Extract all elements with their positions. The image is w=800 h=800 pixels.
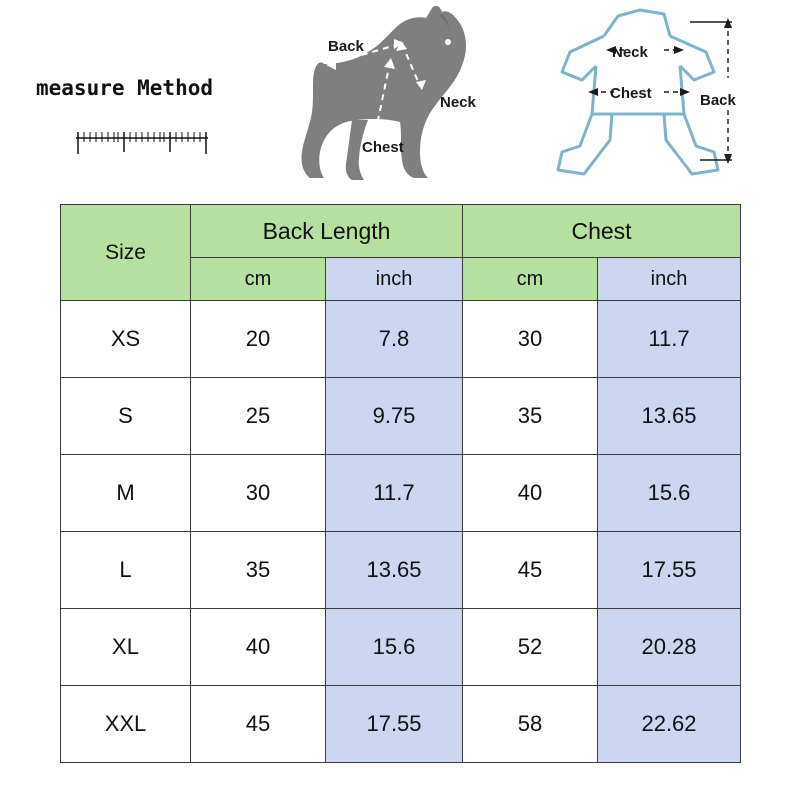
cell-chest-inch: 20.28 <box>598 609 741 686</box>
dog-label-chest: Chest <box>362 139 404 156</box>
cell-back-inch: 13.65 <box>326 532 463 609</box>
cell-chest-inch: 15.6 <box>598 455 741 532</box>
cell-size: XL <box>61 609 191 686</box>
cell-back-inch: 17.55 <box>326 686 463 763</box>
header-back-length: Back Length <box>191 205 463 258</box>
table-row <box>61 378 741 455</box>
garment-label-back: Back <box>700 92 736 109</box>
cell-back-inch: 9.75 <box>326 378 463 455</box>
garment-label-chest: Chest <box>610 85 652 102</box>
cell-back-cm: 35 <box>191 532 326 609</box>
cell-chest-cm: 40 <box>463 455 598 532</box>
cell-back-cm: 25 <box>191 378 326 455</box>
ruler-icon <box>74 128 210 158</box>
cell-back-inch: 7.8 <box>326 301 463 378</box>
cell-chest-cm: 58 <box>463 686 598 763</box>
cell-back-inch: 15.6 <box>326 609 463 686</box>
dog-label-neck: Neck <box>440 94 476 111</box>
cell-size: S <box>61 378 191 455</box>
header-back-length-cm: cm <box>191 258 326 301</box>
cell-chest-cm: 30 <box>463 301 598 378</box>
cell-back-inch: 11.7 <box>326 455 463 532</box>
garment-label-neck: Neck <box>612 44 648 61</box>
table-row <box>61 609 741 686</box>
cell-back-cm: 20 <box>191 301 326 378</box>
cell-size: M <box>61 455 191 532</box>
dog-label-back: Back <box>328 38 364 55</box>
cell-back-cm: 40 <box>191 609 326 686</box>
page-title: measure Method <box>36 76 214 100</box>
header-chest-inch: inch <box>598 258 741 301</box>
table-row <box>61 532 741 609</box>
cell-size: XXL <box>61 686 191 763</box>
dog-silhouette <box>290 2 500 194</box>
cell-back-cm: 30 <box>191 455 326 532</box>
header-back-length-inch: inch <box>326 258 463 301</box>
illustration-area <box>0 0 800 200</box>
dog-clothes-outline <box>540 2 770 192</box>
cell-chest-cm: 45 <box>463 532 598 609</box>
table-row <box>61 455 741 532</box>
table-header-row-primary <box>61 205 741 258</box>
cell-chest-inch: 13.65 <box>598 378 741 455</box>
cell-chest-cm: 52 <box>463 609 598 686</box>
size-chart-table <box>60 204 741 763</box>
cell-chest-cm: 35 <box>463 378 598 455</box>
table-row <box>61 301 741 378</box>
cell-size: L <box>61 532 191 609</box>
cell-chest-inch: 11.7 <box>598 301 741 378</box>
cell-chest-inch: 22.62 <box>598 686 741 763</box>
table-row <box>61 686 741 763</box>
cell-chest-inch: 17.55 <box>598 532 741 609</box>
header-chest: Chest <box>463 205 741 258</box>
cell-back-cm: 45 <box>191 686 326 763</box>
cell-size: XS <box>61 301 191 378</box>
header-size: Size <box>61 205 191 301</box>
header-chest-cm: cm <box>463 258 598 301</box>
